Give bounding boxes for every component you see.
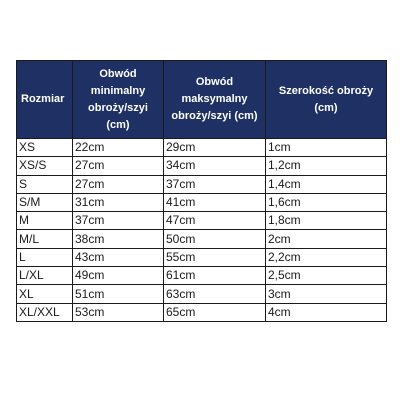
cell-min-circumference: 43cm [73,248,164,266]
cell-collar-width: 3cm [266,285,387,303]
cell-max-circumference: 65cm [164,303,266,321]
cell-size: S [17,175,73,193]
table-row [17,175,387,193]
header-collar-width: Szerokość obroży (cm) [266,61,387,139]
cell-size: M [17,212,73,230]
table-row [17,139,387,157]
cell-min-circumference: 27cm [73,175,164,193]
cell-collar-width: 2,2cm [266,248,387,266]
size-chart-table [16,60,387,322]
table-row [17,157,387,175]
cell-max-circumference: 29cm [164,139,266,157]
cell-min-circumference: 22cm [73,139,164,157]
cell-collar-width: 4cm [266,303,387,321]
cell-min-circumference: 27cm [73,157,164,175]
table-row [17,212,387,230]
cell-size: M/L [17,230,73,248]
table-header [17,61,387,139]
cell-max-circumference: 61cm [164,267,266,285]
cell-collar-width: 2,5cm [266,267,387,285]
cell-min-circumference: 38cm [73,230,164,248]
header-max-circumference: Obwód maksymalny obroży/szyi (cm) [164,61,266,139]
cell-size: XL/XXL [17,303,73,321]
table-row [17,248,387,266]
cell-size: XS/S [17,157,73,175]
cell-max-circumference: 47cm [164,212,266,230]
table-row [17,230,387,248]
cell-min-circumference: 51cm [73,285,164,303]
cell-size: XS [17,139,73,157]
cell-collar-width: 1,2cm [266,157,387,175]
cell-max-circumference: 41cm [164,193,266,211]
cell-max-circumference: 34cm [164,157,266,175]
cell-collar-width: 2cm [266,230,387,248]
cell-size: L/XL [17,267,73,285]
cell-min-circumference: 31cm [73,193,164,211]
table-row [17,285,387,303]
cell-size: S/M [17,193,73,211]
cell-max-circumference: 37cm [164,175,266,193]
cell-size: L [17,248,73,266]
cell-min-circumference: 37cm [73,212,164,230]
header-row [17,61,387,139]
cell-max-circumference: 50cm [164,230,266,248]
cell-max-circumference: 55cm [164,248,266,266]
table-row [17,267,387,285]
cell-min-circumference: 53cm [73,303,164,321]
cell-collar-width: 1,8cm [266,212,387,230]
cell-size: XL [17,285,73,303]
cell-collar-width: 1,4cm [266,175,387,193]
table-row [17,303,387,321]
table-body [17,139,387,322]
cell-collar-width: 1,6cm [266,193,387,211]
table-row [17,193,387,211]
header-size: Rozmiar [17,61,73,139]
header-min-circumference: Obwód minimalny obroży/szyi (cm) [73,61,164,139]
cell-collar-width: 1cm [266,139,387,157]
cell-max-circumference: 63cm [164,285,266,303]
cell-min-circumference: 49cm [73,267,164,285]
